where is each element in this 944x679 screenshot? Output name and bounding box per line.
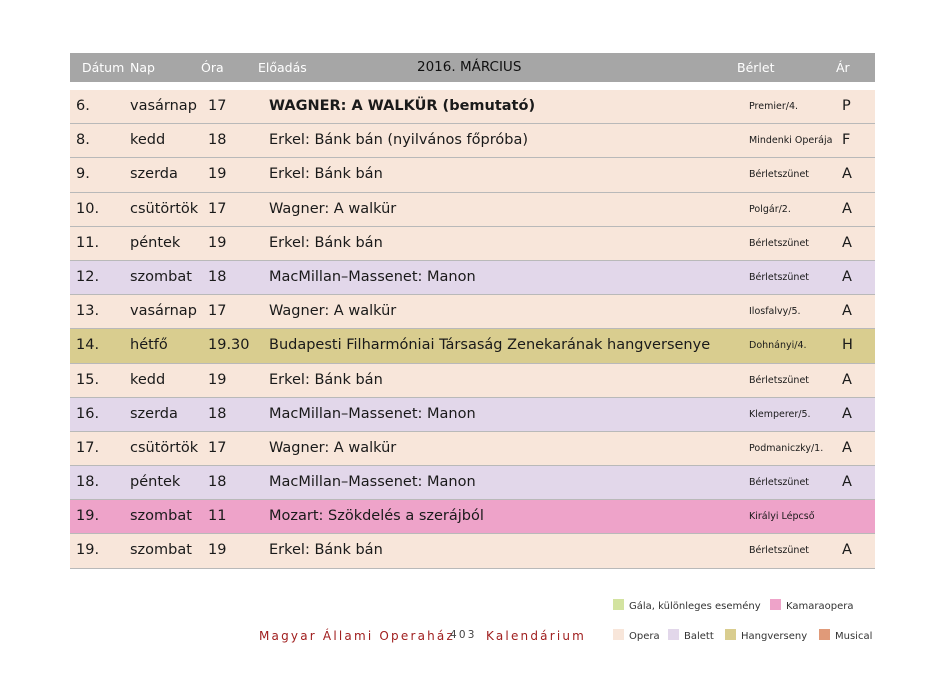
- row-time: 18: [208, 132, 227, 149]
- row-day: hétfő: [130, 337, 168, 354]
- table-row: [70, 364, 875, 398]
- table-row: [70, 227, 875, 261]
- row-subscription: Bérletszünet: [749, 169, 810, 181]
- table-row: [70, 261, 875, 295]
- legend-swatch-kamaraopera: [770, 599, 781, 610]
- header-price: Ár: [836, 60, 850, 75]
- row-time: 18: [208, 405, 227, 422]
- row-subscription: Mindenki Operája: [749, 135, 833, 147]
- row-day: szerda: [130, 166, 178, 183]
- legend-label-musical: Musical: [835, 631, 873, 642]
- legend-musical: [819, 629, 872, 642]
- row-price: P: [842, 98, 851, 114]
- table-header: [70, 53, 875, 82]
- footer-opera-house: Magyar Állami Operaház: [259, 629, 455, 643]
- legend-swatch-gala: [613, 599, 624, 610]
- row-show: Wagner: A walkür: [269, 303, 397, 320]
- row-date: 19.: [76, 508, 100, 525]
- row-day: péntek: [130, 234, 181, 251]
- row-subscription: Ilosfalvy/5.: [749, 306, 801, 318]
- row-subscription: Királyi Lépcső: [749, 511, 815, 523]
- legend-swatch-musical: [819, 629, 830, 640]
- row-show: Wagner: A walkür: [269, 200, 397, 217]
- row-price: A: [842, 439, 852, 456]
- row-subscription: Premier/4.: [749, 101, 799, 112]
- row-time: 19: [208, 542, 227, 559]
- row-price: A: [842, 542, 852, 559]
- row-subscription: Podmaniczky/1.: [749, 442, 824, 454]
- row-day: kedd: [130, 132, 166, 149]
- row-show: WAGNER: A WALKÜR (bemutató): [269, 98, 536, 114]
- row-price: A: [842, 303, 852, 320]
- row-time: 19: [208, 166, 227, 183]
- header-day: Nap: [130, 60, 155, 75]
- row-time: 17: [208, 439, 227, 456]
- row-show: Budapesti Filharmóniai Társaság Zenekarának hangversenye: [269, 337, 711, 354]
- row-day: szombat: [130, 508, 192, 525]
- row-price: H: [842, 337, 853, 354]
- footer-page-number: 403: [450, 629, 477, 641]
- row-date: 9.: [76, 166, 90, 183]
- legend-label-opera: Opera: [629, 631, 660, 642]
- legend-label-kamaraopera: Kamaraopera: [786, 601, 854, 612]
- header-time: Óra: [201, 60, 224, 75]
- row-price: A: [842, 166, 852, 183]
- row-time: 17: [208, 200, 227, 217]
- row-price: A: [842, 234, 852, 251]
- legend-gala: [613, 599, 761, 612]
- row-date: 8.: [76, 132, 90, 149]
- row-day: csütörtök: [130, 200, 199, 217]
- legend-balett: [668, 629, 714, 642]
- row-date: 17.: [76, 439, 100, 456]
- row-time: 18: [208, 268, 227, 285]
- row-time: 11: [208, 508, 227, 525]
- row-price: A: [842, 268, 852, 285]
- row-subscription: Bérletszünet: [749, 374, 810, 386]
- row-day: csütörtök: [130, 439, 199, 456]
- row-time: 19: [208, 234, 227, 251]
- row-date: 12.: [76, 268, 100, 285]
- row-day: vasárnap: [130, 98, 197, 114]
- legend-label-gala: Gála, különleges esemény: [629, 601, 761, 612]
- row-show: Erkel: Bánk bán: [269, 542, 383, 559]
- legend-swatch-opera: [613, 629, 624, 640]
- footer-calendar: Kalendárium: [486, 629, 587, 643]
- legend-kamaraopera: [770, 599, 853, 612]
- table-row: [70, 193, 875, 227]
- row-subscription: Bérletszünet: [749, 545, 810, 557]
- row-price: A: [842, 474, 852, 491]
- row-date: 13.: [76, 303, 100, 320]
- row-time: 18: [208, 474, 227, 491]
- row-show: MacMillan–Massenet: Manon: [269, 405, 476, 422]
- header-subscription: Bérlet: [737, 60, 775, 75]
- legend-opera: [613, 629, 660, 642]
- row-date: 6.: [76, 98, 90, 114]
- row-show: Erkel: Bánk bán: [269, 371, 383, 388]
- legend-label-balett: Balett: [684, 631, 714, 642]
- row-subscription: Dohnányi/4.: [749, 340, 807, 352]
- row-time: 19: [208, 371, 227, 388]
- table-row: [70, 329, 875, 363]
- row-time: 17: [208, 98, 227, 114]
- table-row: [70, 500, 875, 534]
- row-show: MacMillan–Massenet: Manon: [269, 474, 476, 491]
- row-price: A: [842, 200, 852, 217]
- row-time: 17: [208, 303, 227, 320]
- row-date: 14.: [76, 337, 100, 354]
- row-show: Erkel: Bánk bán: [269, 234, 383, 251]
- row-date: 16.: [76, 405, 100, 422]
- row-show: Mozart: Szökdelés a szerájból: [269, 508, 484, 525]
- row-date: 10.: [76, 200, 100, 217]
- table-row: [70, 124, 875, 158]
- row-date: 19.: [76, 542, 100, 559]
- legend-swatch-balett: [668, 629, 679, 640]
- row-subscription: Polgár/2.: [749, 203, 791, 215]
- row-subscription: Bérletszünet: [749, 477, 810, 489]
- row-show: Erkel: Bánk bán (nyilvános főpróba): [269, 132, 528, 149]
- row-show: Wagner: A walkür: [269, 439, 397, 456]
- table-row: [70, 398, 875, 432]
- legend-hangverseny: [725, 629, 807, 642]
- header-date: Dátum: [82, 60, 125, 75]
- row-time: 19.30: [208, 337, 250, 354]
- table-row: [70, 432, 875, 466]
- row-day: kedd: [130, 371, 166, 388]
- row-day: vasárnap: [130, 303, 197, 320]
- row-subscription: Bérletszünet: [749, 237, 810, 249]
- row-show: Erkel: Bánk bán: [269, 166, 383, 183]
- table-row: [70, 90, 875, 124]
- row-day: szerda: [130, 405, 178, 422]
- row-price: A: [842, 371, 852, 388]
- header-month: 2016. MÁRCIUS: [417, 59, 522, 75]
- header-show: Előadás: [258, 60, 307, 75]
- legend-label-hangverseny: Hangverseny: [741, 631, 808, 642]
- table-row: [70, 466, 875, 500]
- schedule-table: [70, 90, 875, 569]
- row-price: F: [842, 132, 851, 149]
- table-row: [70, 295, 875, 329]
- row-day: szombat: [130, 268, 192, 285]
- row-price: A: [842, 405, 852, 422]
- row-date: 15.: [76, 371, 100, 388]
- row-subscription: Bérletszünet: [749, 271, 810, 283]
- table-row: [70, 534, 875, 568]
- legend-swatch-hangverseny: [725, 629, 736, 640]
- table-row: [70, 158, 875, 192]
- row-show: MacMillan–Massenet: Manon: [269, 268, 476, 285]
- row-date: 18.: [76, 474, 100, 491]
- row-day: szombat: [130, 542, 192, 559]
- row-subscription: Klemperer/5.: [749, 408, 811, 420]
- row-date: 11.: [76, 234, 100, 251]
- row-day: péntek: [130, 474, 181, 491]
